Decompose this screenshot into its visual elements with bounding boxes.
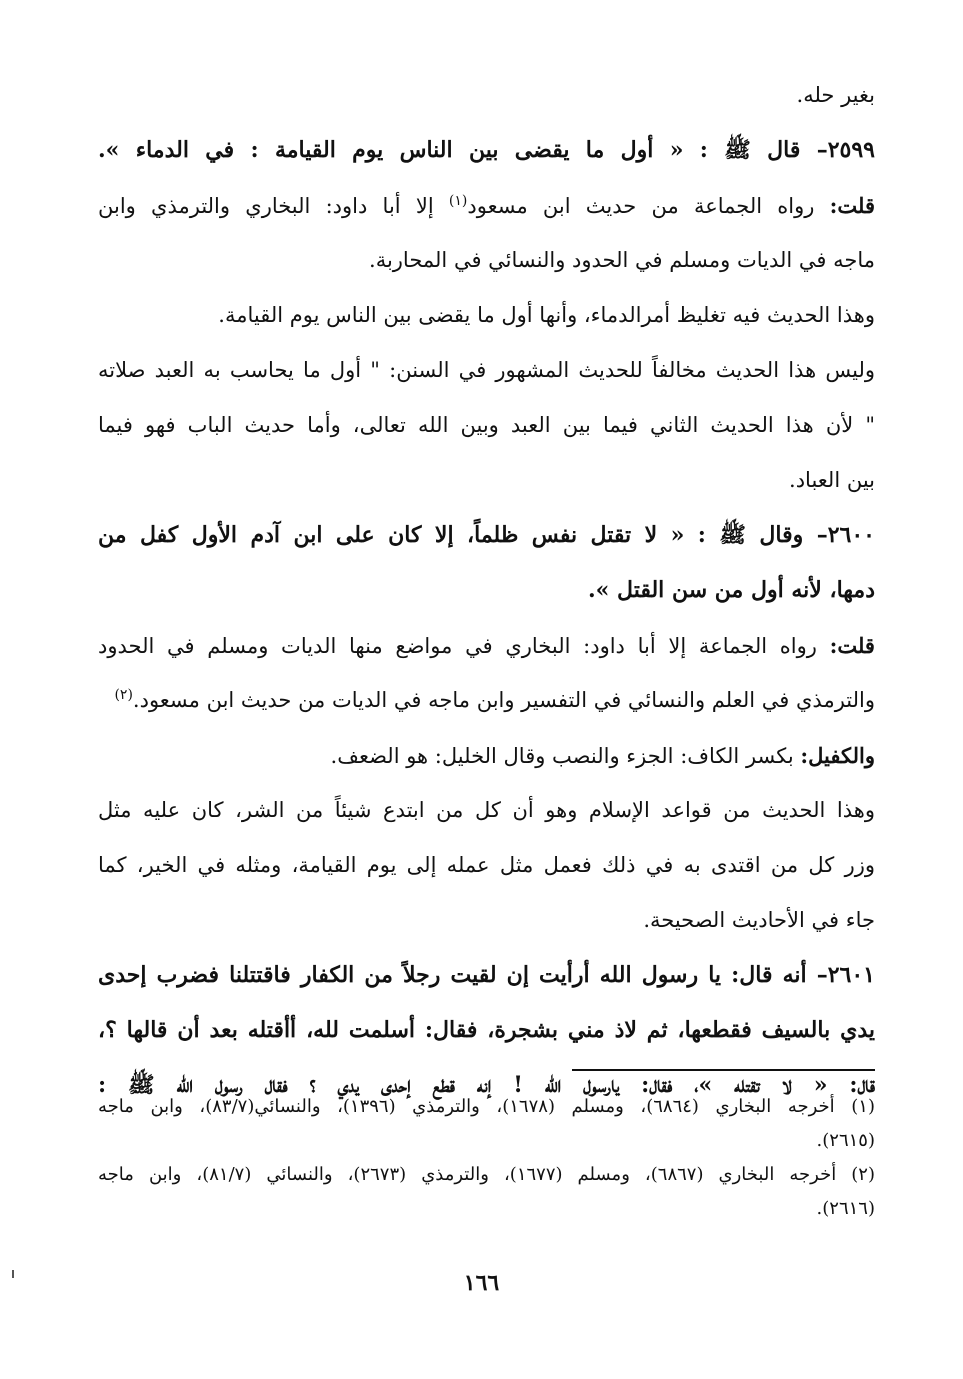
term-label: والكفيل:: [800, 743, 875, 768]
footnote-ref: (٢): [114, 687, 133, 703]
text-run: إلا أبا داود: البخاري والترمذي وابن: [98, 194, 434, 218]
qult-label: قلت:: [829, 193, 875, 218]
text-run: بكسر الكاف: الجزء والنصب وقال الخليل: هو الضعف.: [330, 744, 794, 768]
body-line: [98, 838, 875, 893]
hadith-text: وقال ﷺ : « لا تقتل نفس ظلماً، إلا كان على ابن آدم الأول كفل من: [98, 522, 804, 548]
page-number: ١٦٦: [463, 1270, 500, 1296]
text-run: والترمذي في العلم والنسائي في التفسير وابن ماجه في الديات من حديث ابن مسعود.: [132, 688, 875, 712]
text-run: جاء في الأحاديث الصحيحة.: [643, 908, 875, 932]
text-run: بين العباد.: [789, 468, 875, 492]
footnote-2-cont: (٢٦١٦).: [816, 1198, 875, 1219]
footnote-divider: [572, 1069, 875, 1071]
body-line: [98, 783, 875, 838]
body-line: [98, 68, 875, 123]
body-line: [98, 618, 875, 673]
hadith-2601-cont: [98, 1003, 875, 1058]
footnote-1-cont: (٢٦١٥).: [816, 1130, 875, 1151]
footnote-2: (٢) أخرجه البخاري (٦٨٦٧)، ومسلم (١٦٧٧)، والترمذي (٢٦٧٣)، والنسائي (٨١/٧)، وابن ماجه: [98, 1164, 875, 1185]
body-line: [98, 288, 875, 343]
footnotes: [98, 1090, 875, 1226]
page-body: [98, 68, 875, 1113]
text-run: وزر كل من اقتدى به في ذلك فعمل مثل عمله إلى يوم القيامة، ومثله في الخير، كما: [98, 853, 875, 877]
qult-label: قلت:: [829, 633, 875, 658]
footnote-ref: (١): [448, 193, 468, 209]
hadith-text: قال ﷺ : « أول ما يقضى بين الناس يوم القيامة : في الدماء ».: [98, 137, 801, 163]
text-run: وليس هذا الحديث مخالفاً للحديث المشهور في السنن: " أول ما يحاسب به العبد صلاته: [98, 358, 875, 382]
body-line: [98, 343, 875, 398]
body-line: [98, 728, 875, 783]
hadith-text: يدي بالسيف فقطعها، ثم لاذ مني بشجرة، فقال: أسلمت لله، أأقتله بعد أن قالها ؟،: [98, 1017, 875, 1043]
text-run: وهذا الحديث فيه تغليظ أمرالدماء، وأنها أول ما يقضى بين الناس يوم القيامة.: [218, 303, 875, 327]
body-line: [98, 178, 875, 233]
footnote-1: (١) أخرجه البخاري (٦٨٦٤)، ومسلم (١٦٧٨)، والترمذي (١٣٩٦)، والنسائي(٨٣/٧)، وابن ماجه: [98, 1096, 875, 1117]
text-run: ماجه في الديات ومسلم في الحدود والنسائي في المحاربة.: [369, 248, 875, 272]
text-run: رواه الجماعة إلا أبا داود: البخاري في مواضع منها الديات ومسلم في الحدود: [98, 634, 817, 658]
body-line: [98, 398, 875, 453]
hadith-2601: [98, 948, 875, 1003]
hadith-text: أنه قال: يا رسول الله أرأيت إن لقيت رجلاً من الكفار فاقتتلنا فضرب إحدى: [98, 962, 807, 988]
body-line: [98, 893, 875, 948]
text-run: بغير حله.: [796, 83, 875, 107]
body-line: [98, 233, 875, 288]
hadith-number: ٢٥٩٩–: [816, 137, 875, 163]
text-run: وهذا الحديث من قواعد الإسلام وهو أن كل من ابتدع شيئاً من الشر، كان عليه مثل: [98, 798, 875, 822]
hadith-text: دمها، لأنه أول من سن القتل ».: [587, 577, 875, 603]
hadith-number: ٢٦٠٠–: [816, 522, 875, 548]
hadith-text: قال: « لا تقتله »، فقال: يارسول الله ! إنه قطع إحدى يدي ؟ فقال رسول الله ﷺ :: [98, 1072, 875, 1098]
text-run: " لأن هذا الحديث الثاني فيما بين العبد وبين الله تعالى، وأما حديث الباب فهو فيما: [98, 413, 875, 437]
text-run: رواه الجماعة من حديث ابن مسعود: [467, 194, 815, 218]
body-line: [98, 453, 875, 508]
hadith-2599: [98, 123, 875, 178]
hadith-2600: [98, 508, 875, 563]
margin-mark: [12, 1270, 14, 1278]
hadith-2600-cont: [98, 563, 875, 618]
body-line: [98, 673, 875, 728]
hadith-number: ٢٦٠١–: [816, 962, 875, 988]
